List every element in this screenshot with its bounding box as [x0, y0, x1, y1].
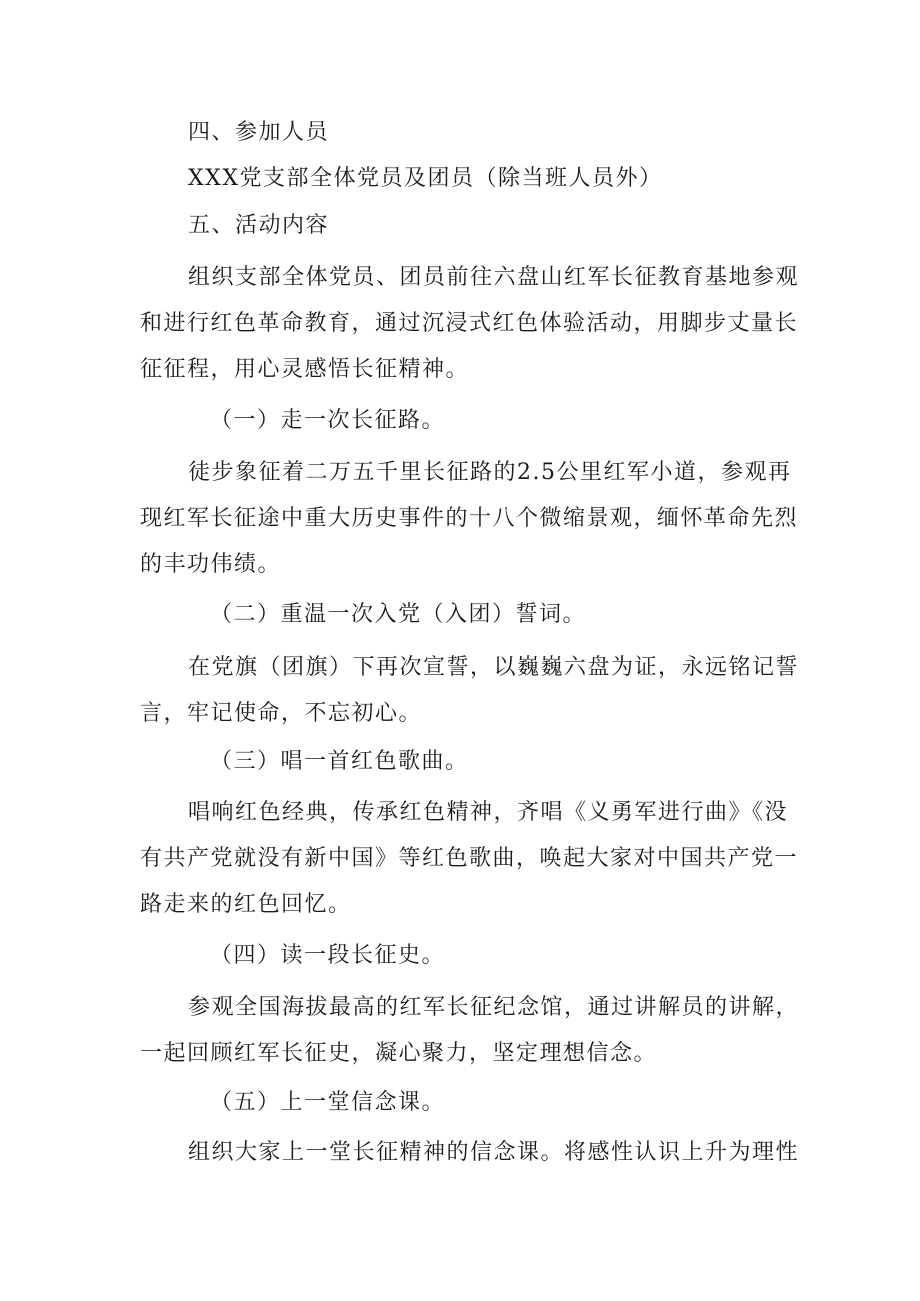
paragraph-belief-class	[140, 1130, 800, 1176]
heading-activity-content	[140, 203, 790, 249]
text-line: 的丰功伟绩。	[140, 552, 282, 577]
text-line: 路走来的红色回忆。	[140, 892, 352, 917]
subheading-red-song	[140, 739, 790, 785]
text-line: 参观全国海拔最高的红军长征纪念馆，通过讲解员的讲解，	[188, 995, 800, 1020]
text-line: （二）重温一次入党（入团）誓词。	[210, 602, 587, 627]
paragraph-long-march-road	[140, 450, 799, 588]
text-line: 一起回顾红军长征史，凝心聚力，坚定理想信念。	[140, 1041, 658, 1066]
text-line: 现红军长征途中重大历史事件的十八个微缩景观，缅怀革命先烈	[140, 506, 799, 531]
text-line: （四）读一段长征史。	[210, 943, 446, 968]
subheading-belief-class	[140, 1080, 790, 1126]
paragraph-red-song	[140, 790, 799, 928]
text-line: 五、活动内容	[188, 213, 330, 238]
text-line: XXX党支部全体党员及团员（除当班人员外）	[188, 166, 663, 191]
text-line: 征征程，用心灵感悟长征精神。	[140, 357, 470, 382]
paragraph-activity-content	[140, 255, 800, 393]
text-line: 组织大家上一堂长征精神的信念课。将感性认识上升为理性	[188, 1140, 800, 1165]
text-line: 和进行红色革命教育，通过沉浸式红色体验活动，用脚步丈量长	[140, 311, 799, 336]
text-line: 唱响红色经典，传承红色精神，齐唱《义勇军进行曲》《没	[188, 800, 789, 825]
paragraph-participants	[140, 156, 790, 202]
subheading-history	[140, 933, 790, 979]
text-line: 在党旗（团旗）下再次宣誓，以巍巍六盘为证，永远铭记誓	[188, 655, 800, 680]
text-line: 四、参加人员	[188, 120, 330, 145]
heading-participants	[140, 110, 790, 156]
text-line: 言，牢记使命，不忘初心。	[140, 701, 423, 726]
text-line: 组织支部全体党员、团员前往六盘山红军长征教育基地参观	[188, 265, 800, 290]
text-line: （一）走一次长征路。	[210, 408, 446, 433]
subheading-long-march-road	[140, 398, 790, 444]
text-line: 徒步象征着二万五千里长征路的2.5公里红军小道，参观再	[188, 460, 792, 485]
subheading-oath	[140, 592, 790, 638]
text-line: （三）唱一首红色歌曲。	[210, 749, 469, 774]
text-line: 有共产党就没有新中国》等红色歌曲，唤起大家对中国共产党一	[140, 846, 799, 871]
text-line: （五）上一堂信念课。	[210, 1090, 446, 1115]
paragraph-history	[140, 985, 800, 1077]
paragraph-oath	[140, 645, 800, 737]
